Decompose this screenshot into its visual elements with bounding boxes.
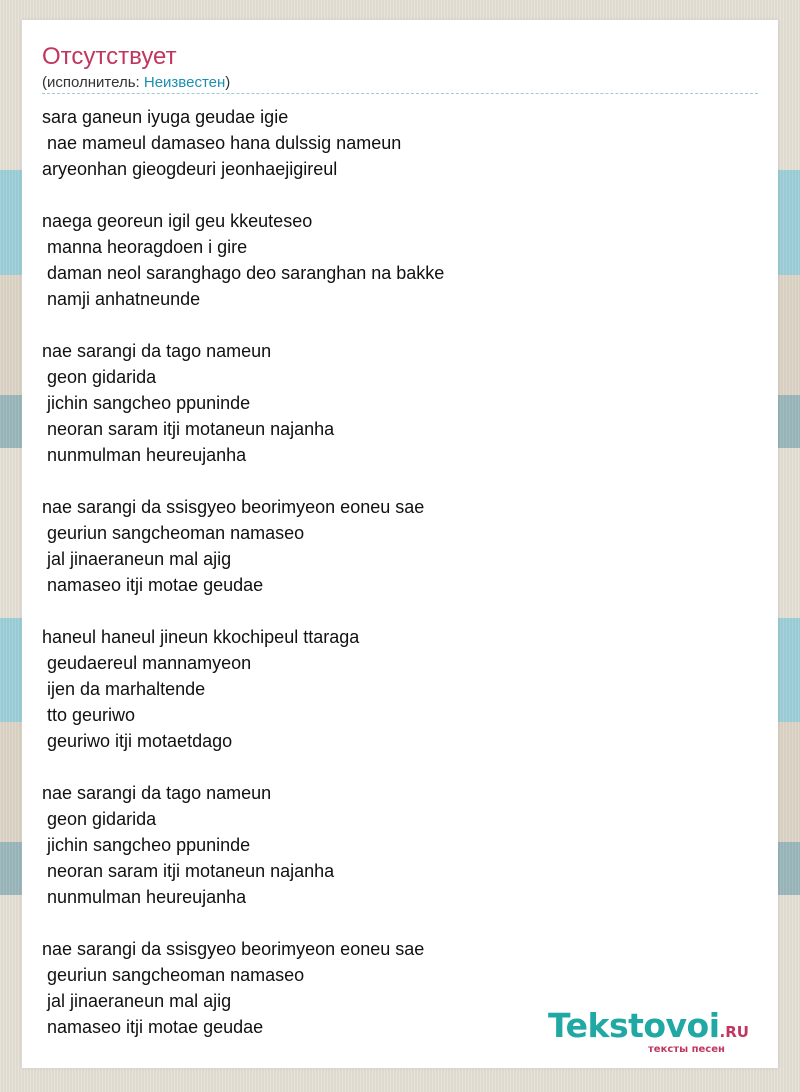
lyric-line: namaseo itji motae geudae (42, 1017, 264, 1037)
logo-tld: .RU (719, 1023, 749, 1041)
lyric-line: sara ganeun iyuga geudae igie (42, 107, 289, 127)
lyric-line: geon gidarida (42, 809, 157, 829)
lyric-line: neoran saram itji motaneun najanha (42, 861, 335, 881)
lyric-line: jal jinaeraneun mal ajig (42, 991, 232, 1011)
artist-link[interactable]: Неизвестен (143, 74, 226, 91)
lyric-line: nae sarangi da tago nameun (42, 341, 272, 361)
lyric-line (42, 910, 758, 936)
lyric-line: geon gidarida (42, 367, 157, 387)
lyric-line: namaseo itji motae geudae (42, 575, 264, 595)
lyric-line: ijen da marhaltende (42, 679, 206, 699)
logo-name: Tekstovoi (548, 1006, 720, 1045)
lyric-line: geuriun sangcheoman namaseo (42, 965, 305, 985)
lyric-line: aryeonhan gieogdeuri jeonhaejigireul (42, 159, 338, 179)
lyric-line: naega georeun igil geu kkeuteseo (42, 211, 313, 231)
lyric-line: namji anhatneunde (42, 289, 201, 309)
artist-line (42, 73, 230, 93)
lyric-line: geuriun sangcheoman namaseo (42, 523, 305, 543)
lyric-line: jichin sangcheo ppuninde (42, 393, 251, 413)
lyric-line: nae mameul damaseo hana dulssig nameun (42, 133, 402, 153)
lyric-line: tto geuriwo (42, 705, 136, 725)
lyric-line: neoran saram itji motaneun najanha (42, 419, 335, 439)
lyric-line (42, 182, 758, 208)
lyric-line: jal jinaeraneun mal ajig (42, 549, 232, 569)
lyric-line (42, 754, 758, 780)
song-title: Отсутствует (42, 43, 177, 70)
header-divider (42, 93, 758, 94)
lyric-line: daman neol saranghago deo saranghan na bakke (42, 263, 445, 283)
artist-prefix: (исполнитель: (42, 74, 144, 91)
lyric-line: geudaereul mannamyeon (42, 653, 252, 673)
lyrics-text (42, 104, 758, 1040)
lyric-line: nae sarangi da tago nameun (42, 783, 272, 803)
lyric-line: haneul haneul jineun kkochipeul ttaraga (42, 627, 360, 647)
lyric-line: nae sarangi da ssisgyeo beorimyeon eoneu sae (42, 497, 425, 517)
lyric-line: nunmulman heureujanha (42, 887, 247, 907)
lyric-line: nunmulman heureujanha (42, 445, 247, 465)
lyric-line: nae sarangi da ssisgyeo beorimyeon eoneu sae (42, 939, 425, 959)
lyric-line (42, 598, 758, 624)
logo-tagline: тексты песен (648, 1044, 725, 1055)
lyric-line (42, 312, 758, 338)
lyric-line (42, 468, 758, 494)
artist-suffix: ) (225, 74, 231, 91)
lyrics-card (22, 20, 778, 1068)
lyric-line: jichin sangcheo ppuninde (42, 835, 251, 855)
lyric-line: manna heoragdoen i gire (42, 237, 248, 257)
lyric-line: geuriwo itji motaetdago (42, 731, 233, 751)
